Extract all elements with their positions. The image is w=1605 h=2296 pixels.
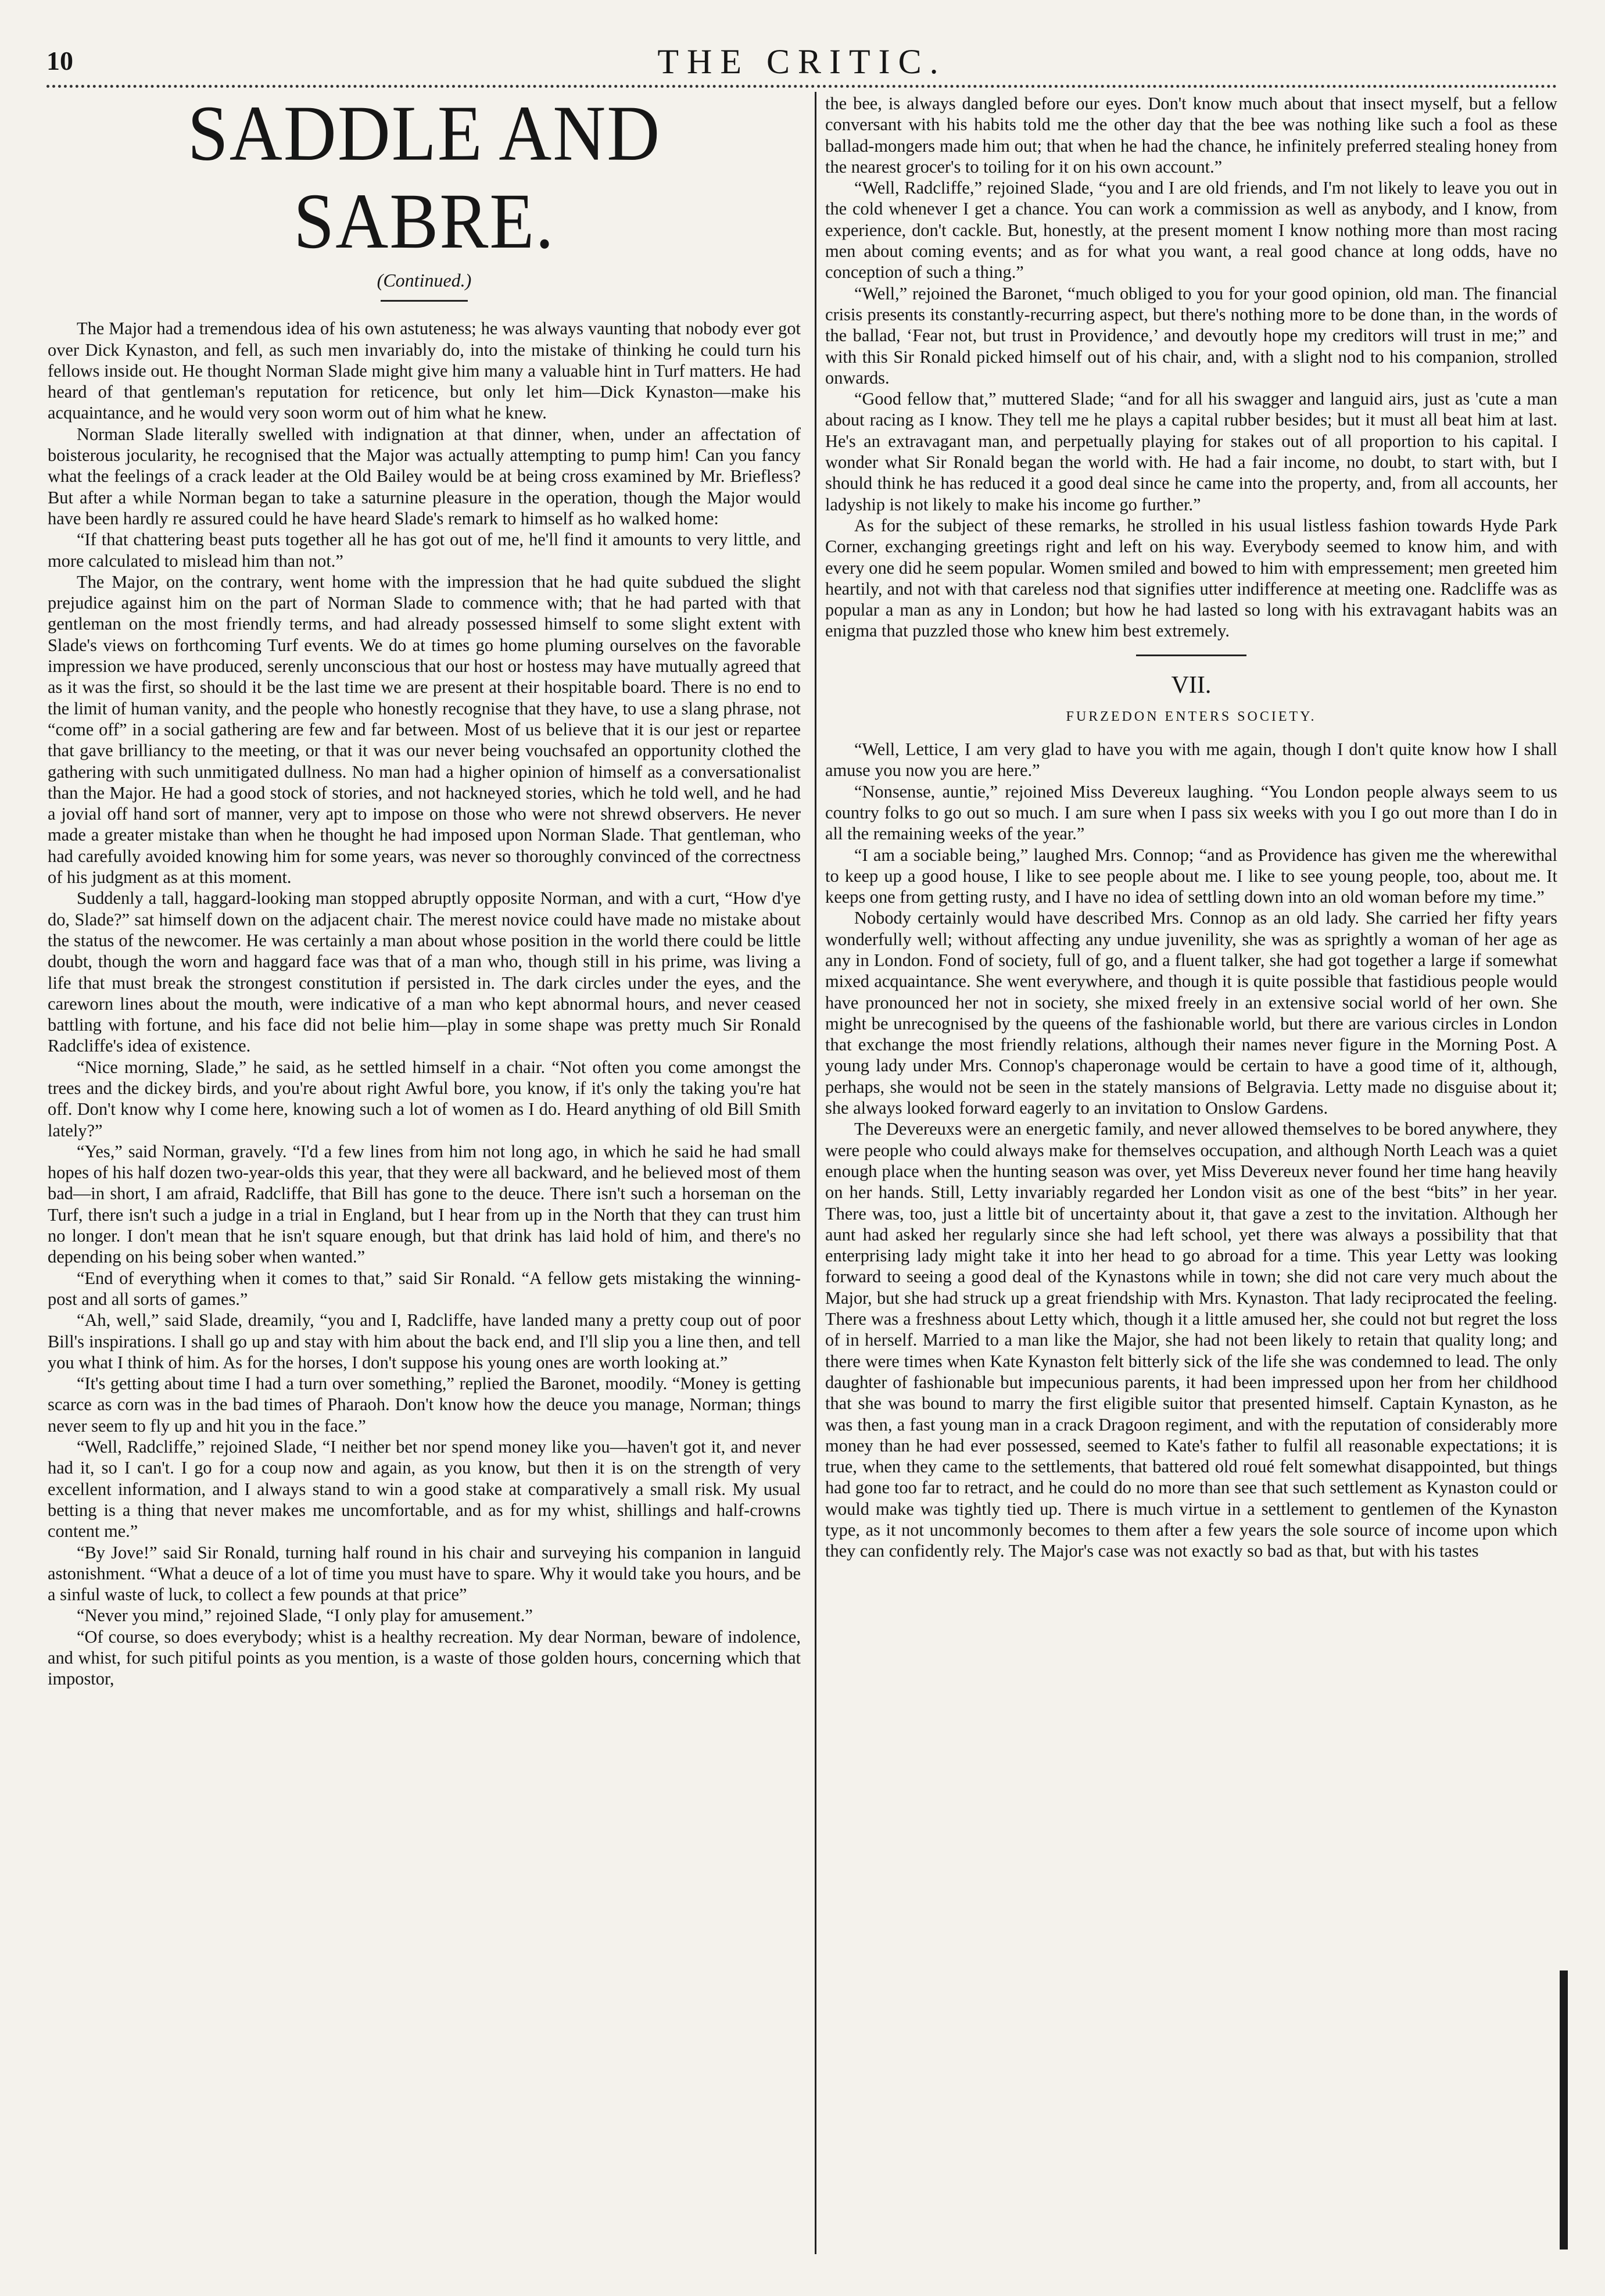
paragraph: “Good fellow that,” muttered Slade; “and for all his swagger and languid airs, just as 'cute a man about racing as I know. They tell me he plays a capital rubber besides; but it must all beat him at last. He's an extravagant man, and perpetually playing for stakes out of all proportion to his capital. I wonder what Sir Ronald began the world with. He had a fair income, no doubt, to start with, but I should think he has reduced it a good deal since he came into the property, and, from all accounts, her ladyship is not likely to make his income go further.”: [825, 389, 1557, 514]
paragraph: “Ah, well,” said Slade, dreamily, “you and I, Radcliffe, have landed many a pretty coup out of poor Bill's inspirations. I shall go up and stay with him about the back end, and I'll slip you a line then, and tell you what I think of him. As for the horses, I don't suppose his young ones are worth looking at.”: [48, 1310, 801, 1372]
paragraph: “Nonsense, auntie,” rejoined Miss Devereux laughing. “You London people always seem to us country folks to go out so much. I am sure when I pass six weeks with you I go out more than I do in all the remaining weeks of the year.”: [825, 781, 1557, 844]
paragraph: The Major had a tremendous idea of his own astuteness; he was always vaunting that nobody ever got over Dick Kynaston, and fell, as such men invariably do, into the mistake of thinking he could turn his fellows inside out. He thought Norman Slade might give him many a valuable hint in Turf matters. He had heard of that gentleman's reputation for reticence, but only let him—Dick Kynaston—make his acquaintance, and he would very soon worm out of him what he knew.: [48, 319, 801, 423]
running-head: [46, 42, 1557, 86]
paragraph: The Major, on the contrary, went home with the impression that he had quite subdued the slight prejudice against him on the part of Norman Slade to commence with; that he had parted with that gentleman on the most friendly terms, and had already possessed himself to some slight extent with Slade's views on forthcoming Turf events. We do at times go home pluming ourselves on the favorable impression we have produced, serenly unconscious that our host or hostess may have mutually agreed that as it was the first, so should it be the last time we are present at their hospitable board. There is no end to the limit of human vanity, and the people who honestly recognise that they have, to use a slang phrase, not “come off” in a social gathering are few and far between. Most of us believe that it is our jest or repartee that gave brilliancy to the meeting, or that it was our never being vouchsafed an opportunity clothed the gathering with such unmitigated dullness. No man had a higher opinion of himself as a conversationalist than the Major. He had a good stock of stories, and not hackneyed stories, which he told well, and he had a jovial off hand sort of manner, very apt to impose on those who were not shrewd observers. He never made a greater mistake than when he thought he had imposed upon Norman Slade. That gentleman, who had carefully avoided knowing him for some years, was never so thoroughly convinced of the correctness of his judgment as at this moment.: [48, 571, 801, 888]
paragraph: “I am a sociable being,” laughed Mrs. Connop; “and as Providence has given me the wherewithal to keep up a good house, I like to see people about me. I like to see young people, too, about me. It keeps one from getting rusty, and I have no idea of settling down into an old woman before my time.”: [825, 845, 1557, 907]
chapter-rule: [1136, 655, 1246, 656]
column-rule: [815, 92, 816, 2254]
edge-shadow: [1560, 1970, 1568, 2249]
paragraph: the bee, is always dangled before our eyes. Don't know much about that insect myself, but a fellow conversant with his habits told me the other day that the bee was nothing like such a fool as these ballad-mongers made him out; that when he had the chance, he infinitely preferred stealing honey from the nearest grocer's to toiling for it on his own account.”: [825, 94, 1557, 177]
paragraph: Suddenly a tall, haggard-looking man stopped abruptly opposite Norman, and with a curt, “How d'ye do, Slade?” sat himself down on the adjacent chair. The merest novice could have made no mistake about the status of the newcomer. He was certainly a man about whose position in the world there could be little doubt, though the worn and haggard face was that of a man who, though still in his prime, was living a life that must break the strongest constitution if persisted in. The dark circles under the eyes, and the careworn lines about the mouth, were indicative of a man who kept abnormal hours, and never ceased battling with fortune, and his face did not belie him—play in some shape was pretty much Sir Ronald Radcliffe's idea of existence.: [48, 888, 801, 1056]
continued-note: (Continued.): [377, 270, 472, 291]
left-column-text: [48, 318, 801, 1689]
paragraph: “It's getting about time I had a turn over something,” replied the Baronet, moodily. “Money is getting scarce as corn was in the bad times of Pharaoh. Don't know how the deuce you manage, Norman; things never seem to fly up and hit you in the face.”: [48, 1374, 801, 1436]
header-rule: [46, 85, 1557, 88]
paragraph: “By Jove!” said Sir Ronald, turning half round in his chair and surveying his companion in languid astonishment. “What a deuce of a lot of time you must have to spare. Why it would take you hours, and be a sinful waste of luck, to collect a few pounds at that price”: [48, 1542, 801, 1605]
right-column-text-a: [825, 93, 1557, 642]
paragraph: “If that chattering beast puts together all he has got out of me, he'll find it amounts to very little, and more calculated to mislead him than not.”: [48, 530, 801, 571]
right-column: [825, 93, 1557, 2255]
paragraph: “Yes,” said Norman, gravely. “I'd a few lines from him not long ago, in which he said he had small hopes of his half dozen two-year-olds this year, that they were all backward, and he believed most of them bad—in short, I am afraid, Radcliffe, that Bill has gone to the deuce. There isn't such a horseman on the Turf, there isn't such a judge in a trial in England, but I hear from up in the North that they can trust him no longer. I don't mean that he isn't square enough, but that drink has laid hold of him, and there's no depending on his being sober when wanted.”: [48, 1141, 801, 1267]
page-number: 10: [46, 46, 73, 76]
paragraph: “Well, Radcliffe,” rejoined Slade, “you and I are old friends, and I'm not likely to leave you out in the cold whenever I get a chance. You can work a commission as well as anybody, and I know, from experience, don't cackle. But, honestly, at the present moment I know nothing more than most racing men about coming events; and as for what you want, a real good chance at long odds, have no conception of such a thing.”: [825, 178, 1557, 282]
paragraph: “Well, Lettice, I am very glad to have you with me again, though I don't quite know how I shall amuse you now you are here.”: [825, 739, 1557, 781]
paragraph: Norman Slade literally swelled with indignation at that dinner, when, under an affectation of boisterous jocularity, he recognised that the Major was actually attempting to pump him! Can you fancy what the feelings of a crack leader at the Old Bailey would be at being cross examined by Mr. Briefless? But after a while Norman began to take a saturnine pleasure in the operation, though the Major would have been hardly re assured could he have heard Slade's remark to himself as ho walked home:: [48, 424, 801, 528]
paragraph: The Devereuxs were an energetic family, and never allowed themselves to be bored anywhere, they were people who could always make for themselves occupation, and although North Leach was a quiet enough place when the hunting season was over, yet Miss Devereux never found her time hang heavily on her hands. Still, Letty invariably regarded her London visit as one of the best “bits” in her year. There was, too, just a little bit of uncertainty about it, that gave a zest to the invitation. Although her aunt had asked her regularly since she had left school, yet there was always a possibility that that enterprising lady might take it into her head to go abroad for a time. This year Letty was looking forward to seeing a good deal of the Kynastons while in town; she did not care very much about the Major, but she had struck up a great friendship with Mrs. Kynaston. That lady reciprocated the feeling. There was a freshness about Letty which, though it a little amused her, she could not but regret the loss of in herself. Married to a man like the Major, she had not been likely to retain that quality long; and there were times when Kate Kynaston felt bitterly sick of the life she was condemned to lead. The only daughter of fashionable but impecunious parents, it had been impressed upon her from her childhood that she was bound to marry the first eligible suitor that presented himself. Captain Kynaston, as he was then, a fast young man in a crack Dragoon regiment, and with the reputation of considerably more money than he had ever possessed, seemed to Kate's father to fulfil all reasonable expectations; it is true, when they came to the settlements, that battered old roué felt somewhat disappointed, but things had gone too far to retract, and he could do no more than see that such settlement as Kynaston could or would make was tightly tied up. There is much virtue in a settlement to gentlemen of the Kynaston type, as it not uncommonly becomes to them after a few years the sole source of income upon which they can confidently rely. The Major's case was not exactly so bad as that, but with his tastes: [825, 1119, 1557, 1561]
left-column: [48, 93, 801, 2255]
title-rule: [381, 300, 468, 302]
chapter-number: VII.: [1171, 671, 1212, 699]
paragraph: “End of everything when it comes to that,” said Sir Ronald. “A fellow gets mistaking the winning-post and all sorts of games.”: [48, 1268, 801, 1309]
paragraph: Nobody certainly would have described Mrs. Connop as an old lady. She carried her fifty years wonderfully well; without affecting any undue juvenility, she was as sprightly a woman of her age as any in London. Fond of society, full of go, and a fluent talker, she had got together a large if somewhat mixed acquaintance. She went everywhere, and though it is quite possible that fastidious people would have pronounced her not in society, she mixed freely in an extensive social world of her own. She might be unrecognised by the queens of the fashionable world, but there are various circles in London that exchange the most friendly relations, although their names never figure in the Morning Post. A young lady under Mrs. Connop's chaperonage would be certain to have a good time of it, although, perhaps, she would not be seen in the stately mansions of Belgravia. Letty made no disguise about it; she always looked forward eagerly to an invitation to Onslow Gardens.: [825, 908, 1557, 1118]
paragraph: “Well,” rejoined the Baronet, “much obliged to you for your good opinion, old man. The financial crisis presents its constantly-recurring aspect, but there's nothing more to be done than, in the words of the ballad, ‘Fear not, but trust in Providence,’ and devoutly hope my creditors will trust in me;” and with this Sir Ronald picked himself out of his chair, and, with a slight nod to his companion, strolled onwards.: [825, 283, 1557, 388]
paragraph: “Nice morning, Slade,” he said, as he settled himself in a chair. “Not often you come amongst the trees and the dickey birds, and you're about right Awful bore, you know, if it's only the taking you're hat off. Don't know why I come here, knowing such a lot of women as I do. Heard anything of old Bill Smith lately?”: [48, 1057, 801, 1140]
paragraph: “Well, Radcliffe,” rejoined Slade, “I neither bet nor spend money like you—haven't got it, and never had it, so I can't. I go for a coup now and again, as you know, but then it is on the strength of very excellent information, and I always stand to win a good stake at comparatively a small risk. My usual betting is a thing that never makes me uncomfortable, and as for my whist, shillings and half-crowns content me.”: [48, 1437, 801, 1542]
story-title: SADDLE AND SABRE.: [187, 93, 661, 266]
paragraph: “Never you mind,” rejoined Slade, “I only play for amusement.”: [77, 1605, 533, 1626]
paragraph: “Of course, so does everybody; whist is a healthy recreation. My dear Norman, beware of indolence, and whist, for such pitiful points as you mention, is a waste of those golden hours, concerning which that impostor,: [48, 1626, 801, 1689]
paragraph: As for the subject of these remarks, he strolled in his usual listless fashion towards Hyde Park Corner, exchanging greetings right and left on his way. Everybody seemed to know him, and with every one did he seem popular. Women smiled and bowed to him with empressement; men greeted him heartily, and not with that careless nod that signifies utter indifference at meeting one. Radcliffe was as popular a man as any in London; but how he had lasted so long with his extravagant habits was an enigma that puzzled those who knew him best extremely.: [825, 515, 1557, 641]
chapter-title: FURZEDON ENTERS SOCIETY.: [1066, 709, 1317, 724]
right-column-text-b: [825, 739, 1557, 1562]
journal-title: THE CRITIC.: [657, 42, 947, 81]
